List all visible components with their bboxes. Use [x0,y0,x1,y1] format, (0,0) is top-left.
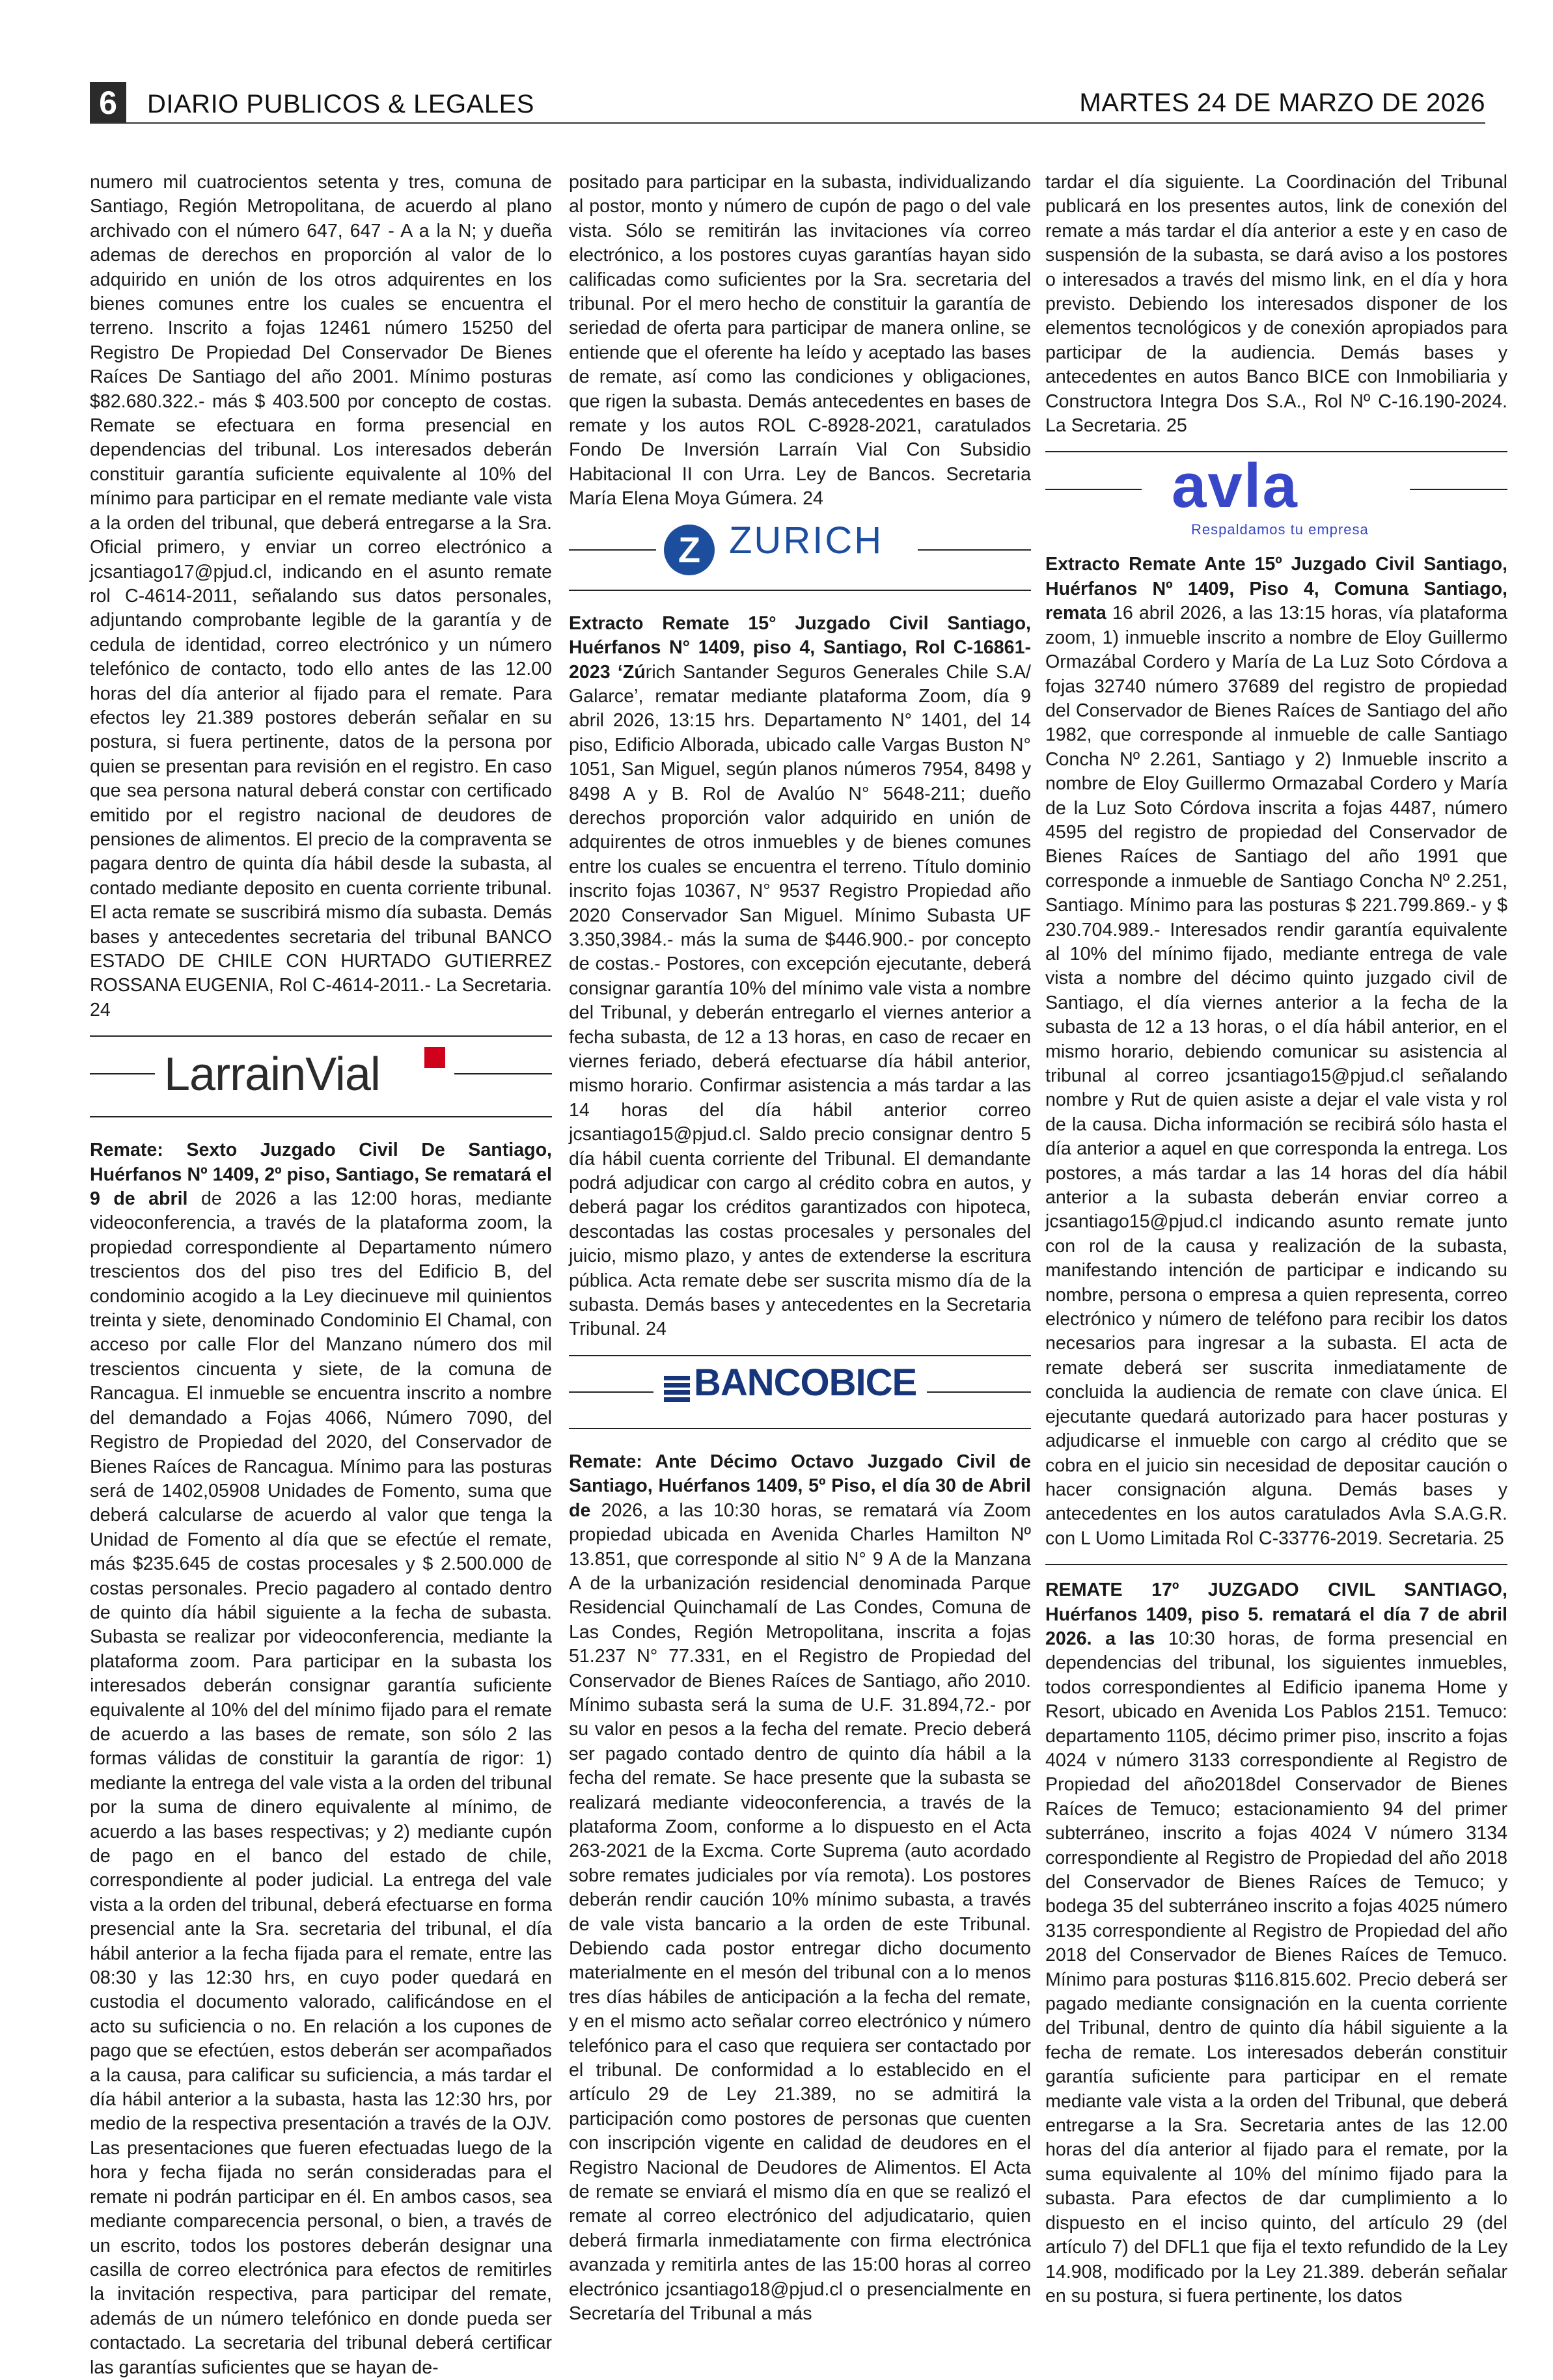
publication-date: MARTES 24 DE MARZO DE 2026 [1079,89,1485,117]
zurich-wordmark: ZURICH [729,519,884,562]
notice-body: rich Santander Seguros Generales Chile S.A/ Galarce’, rematar mediante plataforma Zoom, día 9 abril 2026, 13:15 hrs. Departamento N° 1401, del 14 piso, Edificio Alborada, ubicado calle Vargas Buston N° 1051, San Miguel, según planos números 7954, 8498 y 8498 A y B. Rol de Avalúo N° 5648-211; dueño derechos proporción valor adquirido en unión de adquirentes de otros inmuebles y de bienes comunes entre los cuales se encuentra el terreno. Título dominio inscrito fojas 10367, N° 9537 Registro Propiedad año 2020 Conservador San Miguel. Mínimo Subasta UF 3.350,3984.- más la suma de $446.900.- por concepto de costas.- Postores, con excepción ejecutante, deberá consignar garantía 10% del mínimo vale vista a nombre del Tribunal, y deberán entregarlo el viernes anterior a fecha subasta, de 12 a 13 horas, en caso de recaer en viernes feriado, deberá efectuarse día hábil anterior, mismo horario. Confirmar asistencia a más tardar a las 14 horas del día hábil anterior correo jcsantiago15@pjud.cl. Saldo precio consignar dentro 5 día hábil cuenta corriente del Tribunal. El demandante podrá adjudicar con cargo al crédito cobra en autos, y deberá pagar los créditos garantizados con hipoteca, descontadas las costas procesales y personales del juicio, mismo plazo, y antes de extenderse la escritura pública. Acta remate debe ser suscrita mismo día de la subasta. Demás bases y antecedentes en la Secretaria Tribunal. 24 [569,661,1031,1340]
divider [1045,489,1142,490]
avla-ad [1045,452,1507,537]
header-rule [90,122,1485,124]
bice-word-bice: BICE [829,1361,917,1404]
notice-body: 10:30 horas, de forma presencial en dependencias del tribunal, los siguientes inmuebles, todos correspondientes al Edificio ipanema Home y Resort, ubicado en Avenida Los Pablos 2151. Temuco: departamento 1105, décimo primer piso, inscrito a fojas 4024 v número 3133 correspondiente al Registro de Propiedad del año2018del Conservador de Bienes Raíces de Temuco; estacionamiento 94 del primer subterráneo, inscrito a fojas 4024 V número 3134 correspondiente al Registro de Propiedad del año 2018 del Conservador de Bienes Raíces de Temuco; y bodega 35 del subterráneo inscrito a fojas 4025 número 3135 correspondiente al Registro de Propiedad del año 2018 del Conservador de Bienes Raíces de Temuco. Mínimo para posturas $116.815.602. Precio deberá ser pagado mediante consignación en la cuenta corriente del Tribunal, dentro de quinto día hábil siguiente a la fecha de remate. Los interesados deberán constituir garantía suficiente para participar en el remate mediante vale vista a la orden del Tribunal, que deberá entregarse a la Sra. Secretaria antes de las 12.00 horas del día anterior al fijado para el remate, por la suma equivalente al 10% del mínimo fijado para la subasta. Para efectos de dar cumplimiento a lo dispuesto en el inciso quinto, del artículo 29 (del artículo 7) del DFL1 que fija el texto refundido de la Ley 14.908, modificado por la Ley 21.389. deberán señalar en su postura, si fuera pertinente, los datos [1045,1628,1507,2306]
bancobice-wordmark [694,1361,917,1404]
divider [90,1073,155,1074]
column-3 [1045,171,1507,2308]
bice-word-banco: BANCO [694,1361,829,1404]
larrainvial-ad [90,1037,552,1114]
column-1 [90,171,552,2380]
notice-body: 2026, a las 10:30 horas, se rematará vía Zoom propiedad ubicada en Avenida Charles Hamilton Nº 13.851, que corresponde al sitio N° 9 A de la Manzana A de la urbanización residencial denominada Parque Residencial Quinchamalí de Las Condes, Comuna de Las Condes, Región Metropolitana, inscrita a fojas 51.237 N° 77.331, en el Registro de Propiedad del Conservador de Bienes Raíces de Santiago, año 2010. Mínimo subasta será la suma de U.F. 31.894,72.- por su valor en pesos a la fecha del remate. Precio deberá ser pagado contado dentro de quinto día hábil a la fecha del remate. Se hace presente que la subasta se realizará mediante videoconferencia, a través de la plataforma Zoom, conforme a lo dispuesto en el Acta 263-2021 de la Excma. Corte Suprema (auto acordado sobre remates judiciales por vía remota). Los postores deberán rendir caución 10% mínimo subasta, a través de vale vista bancario a la orden de este Tribunal. Debiendo cada postor entregar dicho documento materialmente en el mesón del tribunal con a lo menos tres días hábiles de anticipación a la fecha del remate, y en el mismo acto señalar correo electrónico y número telefónico para el caso que requiera ser contactado por el tribunal. De conformidad a lo establecido en el artículo 29 de Ley 21.389, no se admitirá la participación como postores de personas que cuenten con inscripción vigente en calidad de deudores en el Registro Nacional de Deudores de Alimentos. El Acta de remate se enviará el mismo día en que se realizó el remate al correo electrónico del adjudicatario, quien deberá firmarla inmediatamente con firma electrónica avanzada y remitirla antes de las 15:00 horas al correo electrónico jcsantiago18@pjud.cl o presencialmente en Secretaría del Tribunal a más [569,1499,1031,2325]
bancobice-logo [664,1356,922,1428]
notice-text: positado para participar en la subasta, individualizando al postor, monto y número de cupón de pago o del vale vista. Sólo se remitirán las invitaciones vía correo electrónico, a los postores cuyas garantías hayan sido calificadas como suficientes por la Sra. secretaria del tribunal. Por el mero hecho de constituir la garantía de seriedad de oferta para participar de manera online, se entiende que el oferente ha leído y aceptado las bases de remate, así como las condiciones y obligaciones, que rigen la subasta. Demás antecedentes en bases de remate y los autos ROL C-8928-2021, caratulados Fondo De Inversión Larraín Vial Con Subsidio Habitacional II con Urra. Ley de Bancos. Secretaria María Elena Moya Gúmera. 24 [569,172,1031,510]
notice-text [569,612,1031,1342]
notice-text [1045,1578,1507,2308]
notice-text [90,1138,552,2380]
bice-stripes-icon [664,1376,690,1410]
notice-text [1045,553,1507,1551]
divider [1410,489,1507,490]
zurich-logo [664,512,911,590]
notice-body: de 2026 a las 12:00 horas, mediante videoconferencia, a través de la plataforma zoom, la propiedad correspondiente al Departamento número trescientos dos del piso tres del Edificio B, del condominio acogido a la Ley diecinueve mil quinientos treinta y siete, denominado Condominio El Chamal, con acceso por calle Flor del Manzano número dos mil trescientos cincuenta y siete, de la comuna de Rancagua. El inmueble se encuentra inscrito a nombre del demandado a Fojas 4066, Número 7090, del Registro de Propiedad del 2020, del Conservador de Bienes Raíces de Rancagua. Mínimo para las posturas será de 1402,05908 Unidades de Fomento, suma que deberá calcularse de acuerdo al valor que tenga la Unidad de Fomento al día que se efectúe el remate, más $235.645 de costas procesales y $ 2.500.000 de costas personales. Precio pagadero al contado dentro de quinto día hábil siguiente a la fecha de subasta. Subasta se realizar por videoconferencia, mediante la plataforma zoom. Para participar en la subasta los interesados deberán consignar garantía suficiente equivalente al 10% del del mínimo fijado para el remate de acuerdo a las bases de remate, son sólo 2 las formas válidas de constituir la garantía de rigor: 1) mediante la entrega del vale vista a la orden del tribunal por la suma de dinero equivalente al mínimo, de acuerdo a las bases respectivas; y 2) mediante cupón de pago en el banco del estado de chile, correspondiente al poder judicial. La entrega del vale vista a la orden del tribunal, deberá efectuarse en forma presencial ante la Sra. secretaria del tribunal, el día hábil anterior a la fecha fijada para el remate, entre las 08:30 y las 12:30 hrs, en cuyo poder quedará en custodia el documento valorado, calificándose en el acto su suficiencia o no. En relación a los cupones de pago que se efectúen, estos deberán ser acompañados a la causa, para calificar su suficiencia, a más tardar el día hábil anterior a la subasta, hasta las 12:30 hrs, por medio de la respectiva presentación a través de la OJV. Las presentaciones que fueren efectuadas luego de la hora y fecha fijada no serán consideradas para el remate ni podrán participar en él. En ambos casos, sea mediante comparecencia personal, o bien, a través de un escrito, todos los postores deberán designar una casilla de correo electrónica para efectos de remitirles la invitación respectiva, para participar del remate, además de un número telefónico en donde pueda ser contactado. La secretaria del tribunal deberá certificar las garantías suficientes que se hayan de- [90,1188,553,2378]
notice-heading: Remate: Sexto Juzgado Civil De Santiago, Huérfanos Nº 1409, 2º piso, Santiago, Se rematará el 9 de abril [90,1140,552,1210]
notice-text [569,1450,1031,2327]
notice-heading: Extracto Remate Ante 15º Juzgado Civil Santiago, Huérfanos Nº 1409, Piso 4, Comuna Santiago, remata [1045,554,1507,624]
avla-tagline: Respaldamos tu empresa [1191,521,1369,538]
larrainvial-wordmark: LarrainVial [164,1048,380,1101]
divider [569,549,656,551]
divider [454,1073,552,1074]
avla-logo [1149,452,1405,537]
notice-text: tardar el día siguiente. La Coordinación del Tribunal publicará en los presentes autos, link de conexión del remate a más tardar el día anterior a este y en caso de suspensión de la subasta, se dará aviso a los postores o interesados a través del mismo link, en el día y hora previsto. Debiendo los interesados disponer de los elementos tecnológicos y de conexión apropiados para participar de la audiencia. Demás bases y antecedentes en autos Banco BICE con Inmobiliaria y Constructora Integra Dos S.A., Rol Nº C-16.190-2024. La Secretaria. 25 [1045,172,1507,437]
publication-name: DIARIO PUBLICOS & LEGALES [147,90,534,118]
zurich-z-icon: Z [664,525,715,575]
larrainvial-square-icon [424,1047,445,1068]
divider [927,1391,1031,1393]
avla-wordmark: avla [1172,451,1299,521]
bancobice-ad [569,1356,1031,1428]
column-2 [569,171,1031,2327]
notice-text: numero mil cuatrocientos setenta y tres, comuna de Santiago, Región Metropolitana, de acuerdo al plano archivado con el número 647, 647 - A a la N; y dueña ademas de derechos en proporción al valor de lo adquirido en unión de los otros adquirentes en los bienes comunes entre los cuales se encuentra el terreno. Inscrito a fojas 12461 número 15250 del Registro De Propiedad Del Conservador De Bienes Raíces De Santiago del año 2001. Mínimo posturas $82.680.322.- más $ 403.500 por concepto de costas. Remate se efectuara en forma presencial en dependencias del tribunal. Los interesados deberán constituir garantía suficiente equivalente al 10% del mínimo para participar en el remate mediante vale vista a la orden del tribunal, que deberá entregarse a la Sra. Oficial primero, y enviar un correo electrónico a jcsantiago17@pjud.cl, indicando en el asunto remate rol C-4614-2011, señalando sus datos personales, adjuntando comprobante legible de la garantía y de cedula de identidad, correo electrónico y un número telefónico de contacto, todo ello antes de las 12.00 horas del día anterior al fijado para el remate. Para efectos ley 21.389 postores deberán señalar en su postura, si fuera pertinente, datos de la persona por quien se presentan para revisión en el registro. En caso que sea persona natural deberá constar con certificado emitido por el registro nacional de deudores de pensiones de alimentos. El precio de la compraventa se pagara dentro de quinta día hábil desde la subasta, al contado mediante deposito en cuenta corriente tribunal. El acta remate se suscribirá mismo día subasta. Demás bases y antecedentes secretaria del tribunal BANCO ESTADO DE CHILE CON HURTADO GUTIERREZ ROSSANA EUGENIA, Rol C-4614-2011.- La Secretaria. 24 [90,172,552,1020]
notice-heading: Remate: Ante Décimo Octavo Juzgado Civil de Santiago, Huérfanos 1409, 5º Piso, el día 30 de Abril de [569,1451,1031,1521]
page-number: 6 [90,82,126,124]
page-header [90,78,1485,124]
notice-heading: Extracto Remate 15° Juzgado Civil Santiago, Huérfanos N° 1409, piso 4, Santiago, Rol C-16861-2023 ‘Zú [569,612,1031,683]
notice-heading: REMATE 17º JUZGADO CIVIL SANTIAGO, Huérfanos 1409, piso 5. rematará el día 7 de abril 2026. a las [1045,1580,1507,1649]
divider [918,549,1031,551]
larrainvial-logo [164,1037,450,1114]
notice-body: 16 abril 2026, a las 13:15 horas, vía plataforma zoom, 1) inmueble inscrito a nombre de Eloy Guillermo Ormazábal Cordero y María de La Luz Soto Córdova a fojas 32740 número 37689 del registro de propiedad del Conservador de Bienes Raíces de Santiago del año 1982, que corresponde al inmueble de calle Santiago Concha Nº 2.261, Santiago y 2) Inmueble inscrito a nombre de Eloy Guillermo Ormazabal Cordero y María de la Luz Soto Córdova inscrita a fojas 4487, número 4595 del registro de propiedad del Conservador de Bienes Raíces de Santiago del año 1991 que corresponde a inmueble de Santiago Concha Nº 2.251, Santiago. Mínimo para las posturas $ 221.799.869.- y $ 230.704.989.- Interesados rendir garantía equivalente al 10% del mínimo fijado, mediante entrega de vale vista a nombre del décimo quinto juzgado civil de Santiago, el día viernes anterior a la fecha de la subasta de 12 a 13 horas, o el día hábil anterior, en el mismo horario, debiendo comunicar su asistencia al tribunal al correo jcsantiago15@pjud.cl señalando nombre y Rut de quien asiste a dejar el vale vista y rol de la causa. Dicha información se recibirá sólo hasta el día anterior a aquel en que corresponda la entrega. Los postores, a más tardar a las 14 horas del día hábil anterior a la subasta deberán enviar correo a jcsantiago15@pjud.cl indicando asunto remate junto con rol de la causa y realización de la subasta, manifestando intención de participar e indicando su nombre, persona o empresa a quien representa, correo electrónico y número de teléfono para recibir los datos necesarios para ingresar a la subasta. El acta de remate deberá ser suscrita inmediatamente de concluida la audiencia de remate con clave única. El ejecutante quedará autorizado para hacer posturas y adjudicarse el inmueble con cargo al crédito que se cobra en el juicio sin necesidad de depositar caución o hacer consignación alguna. Demás bases y antecedentes en los autos caratulados Avla S.A.G.R. con L Uomo Limitada Rol C-33776-2019. Secretaria. 25 [1045,603,1507,1549]
divider [569,1391,653,1393]
zurich-ad [569,512,1031,590]
